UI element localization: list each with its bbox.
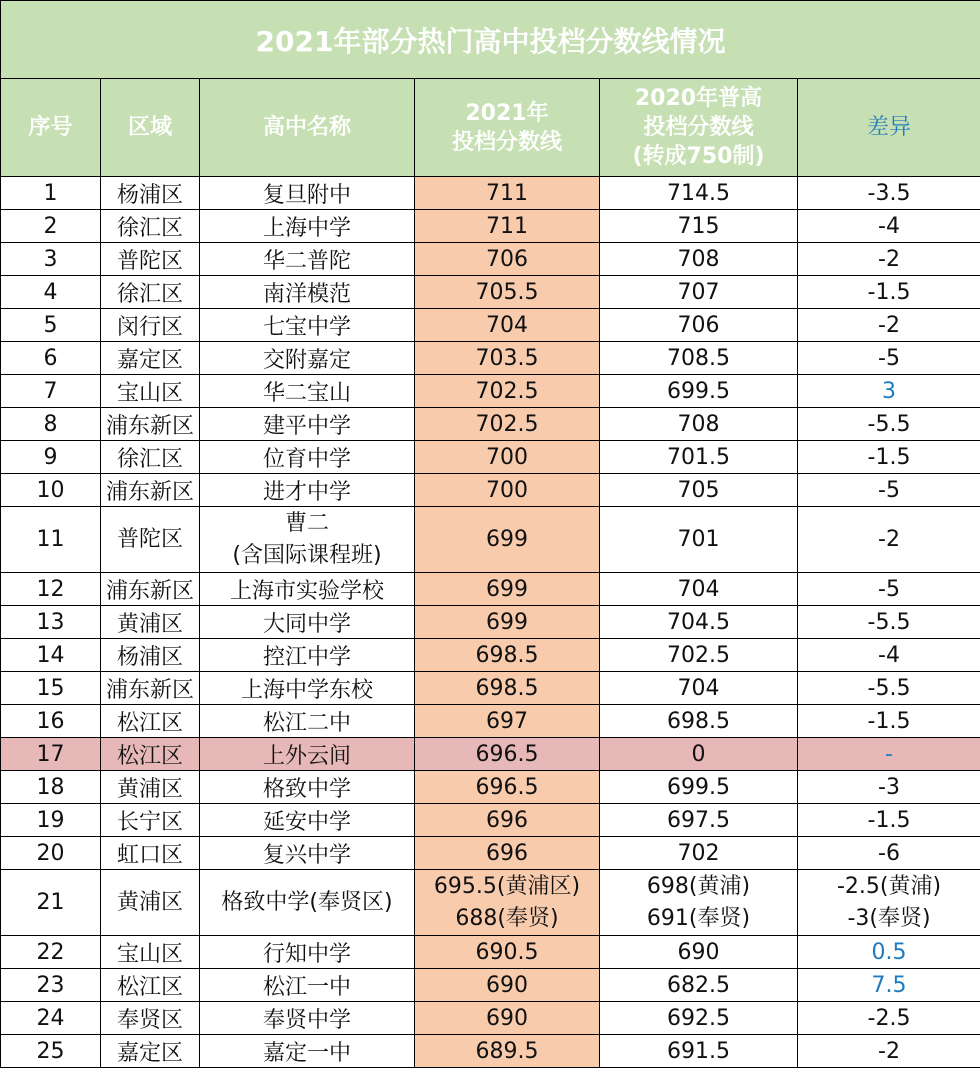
cell-district: 松江区 xyxy=(101,738,200,771)
cell-2020-score xyxy=(600,771,798,804)
cell-diff xyxy=(798,474,980,507)
cell-diff xyxy=(798,507,980,573)
table-row xyxy=(1,276,980,309)
table-row xyxy=(1,210,980,243)
cell-district: 黄浦区 xyxy=(101,771,200,804)
header-2020-score-line3: (转成750制) xyxy=(632,144,765,169)
table-row xyxy=(1,804,980,837)
table-body xyxy=(1,177,980,1068)
cell-diff-line: -2.5(黄浦) xyxy=(836,873,942,899)
cell-2021-score xyxy=(415,375,600,408)
cell-2020-score xyxy=(600,936,798,969)
cell-2020-score-line: 0 xyxy=(691,741,706,767)
cell-2020-score-line: 702 xyxy=(677,840,720,866)
cell-2020-score xyxy=(600,870,798,936)
cell-diff xyxy=(798,1002,980,1035)
cell-school xyxy=(200,870,415,936)
cell-2021-score xyxy=(415,573,600,606)
cell-school-line: 上海中学东校 xyxy=(240,677,373,703)
cell-school xyxy=(200,309,415,342)
cell-diff xyxy=(798,408,980,441)
table-row xyxy=(1,243,980,276)
cell-school xyxy=(200,969,415,1002)
cell-diff xyxy=(798,243,980,276)
cell-2020-score-line: 704 xyxy=(677,576,720,602)
cell-diff-line: -1.5 xyxy=(867,444,911,470)
table-row xyxy=(1,342,980,375)
cell-2021-score xyxy=(415,837,600,870)
cell-district: 闵行区 xyxy=(101,309,200,342)
cell-school xyxy=(200,210,415,243)
cell-school xyxy=(200,507,415,573)
cell-school-line: 复兴中学 xyxy=(262,842,351,868)
cell-no: 12 xyxy=(1,573,101,606)
cell-2021-score-line: 699 xyxy=(486,576,528,602)
cell-2020-score-line: 691(奉贤) xyxy=(646,905,751,931)
table-row xyxy=(1,177,980,210)
cell-2021-score-line: 699 xyxy=(486,609,528,635)
cell-2021-score-line: 690.5 xyxy=(475,939,539,965)
cell-school xyxy=(200,936,415,969)
cell-district: 浦东新区 xyxy=(101,408,200,441)
cell-2021-score-line: 705.5 xyxy=(475,279,539,305)
cell-school-line: 延安中学 xyxy=(262,809,351,835)
cell-diff xyxy=(798,738,980,771)
cell-district: 宝山区 xyxy=(101,936,200,969)
cell-diff xyxy=(798,1035,980,1068)
cell-2020-score-line: 714.5 xyxy=(667,180,730,206)
cell-2021-score xyxy=(415,342,600,375)
cell-2020-score xyxy=(600,1002,798,1035)
cell-2021-score-line: 696.5 xyxy=(475,741,539,767)
table-row xyxy=(1,870,980,936)
cell-2020-score xyxy=(600,507,798,573)
cell-school-line: 曹二 xyxy=(284,510,329,536)
cell-diff xyxy=(798,936,980,969)
cell-2020-score xyxy=(600,738,798,771)
cell-2021-score-line: 688(奉贤) xyxy=(455,905,559,931)
cell-diff-line: -5.5 xyxy=(867,411,911,437)
cell-2021-score xyxy=(415,243,600,276)
cell-no: 11 xyxy=(1,507,101,573)
cell-diff xyxy=(798,771,980,804)
table-row xyxy=(1,969,980,1002)
table-row xyxy=(1,1002,980,1035)
cell-school-line: 行知中学 xyxy=(262,941,351,967)
cell-2021-score xyxy=(415,606,600,639)
cell-2021-score-line: 689.5 xyxy=(475,1038,539,1064)
cell-diff xyxy=(798,276,980,309)
cell-diff-line: 3 xyxy=(882,378,897,404)
cell-no: 13 xyxy=(1,606,101,639)
cell-2020-score-line: 698(黄浦) xyxy=(646,873,751,899)
cell-diff xyxy=(798,804,980,837)
cell-no: 19 xyxy=(1,804,101,837)
cell-diff-line: - xyxy=(885,741,893,767)
cell-diff-line: -3(奉贤) xyxy=(847,905,931,931)
cell-2021-score xyxy=(415,804,600,837)
cell-school-line: 上外云间 xyxy=(262,743,351,769)
cell-2021-score xyxy=(415,474,600,507)
cell-2021-score xyxy=(415,738,600,771)
cell-district: 浦东新区 xyxy=(101,573,200,606)
cell-2021-score xyxy=(415,276,600,309)
cell-diff xyxy=(798,705,980,738)
cell-no: 16 xyxy=(1,705,101,738)
cell-2020-score xyxy=(600,309,798,342)
cell-school xyxy=(200,738,415,771)
cell-no: 2 xyxy=(1,210,101,243)
cell-diff-line: -6 xyxy=(878,840,900,866)
cell-diff xyxy=(798,606,980,639)
cell-district: 嘉定区 xyxy=(101,342,200,375)
table-row xyxy=(1,606,980,639)
header-2020-score xyxy=(600,79,798,177)
cell-no: 8 xyxy=(1,408,101,441)
cell-district: 徐汇区 xyxy=(101,441,200,474)
cell-2020-score-line: 705 xyxy=(677,477,720,503)
cell-school xyxy=(200,705,415,738)
cell-district: 普陀区 xyxy=(101,507,200,573)
cell-district: 虹口区 xyxy=(101,837,200,870)
cell-2020-score xyxy=(600,474,798,507)
cell-school xyxy=(200,1035,415,1068)
cell-diff-line: -4 xyxy=(878,642,900,668)
cell-no: 23 xyxy=(1,969,101,1002)
cell-school xyxy=(200,177,415,210)
cell-school-line: 格致中学 xyxy=(262,776,351,802)
cell-no: 1 xyxy=(1,177,101,210)
cell-diff-line: -1.5 xyxy=(867,279,911,305)
cell-diff-line: -4 xyxy=(878,213,900,239)
cell-school-line: 控江中学 xyxy=(262,644,351,670)
cell-school xyxy=(200,375,415,408)
cell-school xyxy=(200,474,415,507)
cell-2020-score xyxy=(600,804,798,837)
cell-diff-line: -1.5 xyxy=(867,708,911,734)
header-school: 高中名称 xyxy=(200,79,415,177)
table-row xyxy=(1,837,980,870)
cell-diff-line: -5 xyxy=(878,576,900,602)
cell-school xyxy=(200,837,415,870)
cell-school xyxy=(200,606,415,639)
cell-school-line: 上海中学 xyxy=(262,215,351,241)
cell-school-line: 交附嘉定 xyxy=(262,347,351,373)
cell-2020-score xyxy=(600,837,798,870)
cell-diff-line: -2 xyxy=(878,246,900,272)
cell-diff-line: -2 xyxy=(878,312,900,338)
cell-no: 20 xyxy=(1,837,101,870)
table-row xyxy=(1,705,980,738)
cell-school-line: 进才中学 xyxy=(262,479,351,505)
cell-2020-score xyxy=(600,210,798,243)
cell-diff-line: -5.5 xyxy=(867,675,911,701)
cell-diff xyxy=(798,837,980,870)
cell-2020-score-line: 692.5 xyxy=(667,1005,730,1031)
cell-2020-score xyxy=(600,639,798,672)
header-2021-score-line1: 2021年 xyxy=(465,100,549,126)
cell-diff xyxy=(798,210,980,243)
table-row xyxy=(1,441,980,474)
cell-diff xyxy=(798,309,980,342)
cell-2021-score-line: 696 xyxy=(486,840,528,866)
cell-2021-score xyxy=(415,177,600,210)
cell-school xyxy=(200,408,415,441)
table-row xyxy=(1,771,980,804)
cell-2020-score xyxy=(600,441,798,474)
cell-2021-score xyxy=(415,1035,600,1068)
cell-no: 21 xyxy=(1,870,101,936)
cell-diff-line: -3.5 xyxy=(867,180,911,206)
cell-diff-line: -3 xyxy=(878,774,900,800)
cell-2020-score-line: 704.5 xyxy=(667,609,730,635)
cell-2021-score-line: 698.5 xyxy=(475,675,539,701)
cell-school xyxy=(200,771,415,804)
cell-district: 奉贤区 xyxy=(101,1002,200,1035)
cell-2021-score xyxy=(415,408,600,441)
header-row xyxy=(1,79,980,177)
cell-2020-score xyxy=(600,276,798,309)
cell-no: 14 xyxy=(1,639,101,672)
cell-2020-score-line: 698.5 xyxy=(667,708,730,734)
cell-diff xyxy=(798,672,980,705)
header-no: 序号 xyxy=(1,79,101,177)
cell-2020-score-line: 708.5 xyxy=(667,345,730,371)
cell-diff xyxy=(798,639,980,672)
cell-no: 3 xyxy=(1,243,101,276)
cell-2020-score xyxy=(600,969,798,1002)
cell-2020-score-line: 699.5 xyxy=(667,378,730,404)
cell-2021-score-line: 711 xyxy=(486,213,528,239)
cell-district: 嘉定区 xyxy=(101,1035,200,1068)
cell-no: 7 xyxy=(1,375,101,408)
cell-diff xyxy=(798,441,980,474)
cell-school-line: (含国际课程班) xyxy=(232,542,382,568)
cell-school-line: 松江一中 xyxy=(262,974,351,1000)
cell-2020-score xyxy=(600,375,798,408)
cell-diff-line: -2.5 xyxy=(867,1005,911,1031)
cell-district: 松江区 xyxy=(101,705,200,738)
cell-2021-score-line: 700 xyxy=(486,444,528,470)
cell-no: 10 xyxy=(1,474,101,507)
cell-no: 9 xyxy=(1,441,101,474)
cell-2021-score xyxy=(415,936,600,969)
cell-2021-score-line: 702.5 xyxy=(475,378,539,404)
cell-2020-score-line: 708 xyxy=(677,246,720,272)
cell-no: 18 xyxy=(1,771,101,804)
table-row xyxy=(1,672,980,705)
cell-2021-score xyxy=(415,672,600,705)
cell-no: 15 xyxy=(1,672,101,705)
table-row xyxy=(1,639,980,672)
cell-2021-score xyxy=(415,309,600,342)
cell-school-line: 位育中学 xyxy=(262,446,351,472)
header-district: 区域 xyxy=(101,79,200,177)
cell-2021-score-line: 703.5 xyxy=(475,345,539,371)
table-row xyxy=(1,738,980,771)
cell-school-line: 奉贤中学 xyxy=(262,1007,351,1033)
cell-2020-score-line: 702.5 xyxy=(667,642,730,668)
cell-2021-score-line: 690 xyxy=(486,972,528,998)
cell-2020-score xyxy=(600,177,798,210)
cell-diff-line: -5 xyxy=(878,477,900,503)
cell-district: 浦东新区 xyxy=(101,474,200,507)
cell-2020-score-line: 707 xyxy=(677,279,720,305)
cell-2021-score-line: 702.5 xyxy=(475,411,539,437)
cell-2021-score-line: 690 xyxy=(486,1005,528,1031)
header-2020-score-line2: 投档分数线 xyxy=(643,115,754,140)
table-row xyxy=(1,573,980,606)
cell-no: 5 xyxy=(1,309,101,342)
cell-diff xyxy=(798,342,980,375)
cell-diff xyxy=(798,969,980,1002)
cell-school xyxy=(200,276,415,309)
cell-2020-score-line: 691.5 xyxy=(667,1038,730,1064)
cell-school-line: 格致中学(奉贤区) xyxy=(221,889,393,915)
table-row xyxy=(1,474,980,507)
cell-2021-score xyxy=(415,771,600,804)
cell-diff-line: -5 xyxy=(878,345,900,371)
cell-2021-score xyxy=(415,870,600,936)
cell-district: 黄浦区 xyxy=(101,606,200,639)
cell-2020-score xyxy=(600,705,798,738)
cell-school-line: 七宝中学 xyxy=(262,314,351,340)
cell-school xyxy=(200,441,415,474)
table-row xyxy=(1,936,980,969)
cell-diff-line: -5.5 xyxy=(867,609,911,635)
cell-district: 宝山区 xyxy=(101,375,200,408)
cell-2021-score xyxy=(415,1002,600,1035)
cell-2021-score-line: 696 xyxy=(486,807,528,833)
cell-diff xyxy=(798,573,980,606)
header-2021-score-line2: 投档分数线 xyxy=(451,129,562,155)
cell-school xyxy=(200,672,415,705)
cell-school-line: 上海市实验学校 xyxy=(229,578,384,604)
cell-school xyxy=(200,1002,415,1035)
cell-2021-score-line: 696.5 xyxy=(475,774,539,800)
cell-school xyxy=(200,573,415,606)
cell-district: 浦东新区 xyxy=(101,672,200,705)
cell-2020-score-line: 704 xyxy=(677,675,720,701)
cell-district: 长宁区 xyxy=(101,804,200,837)
cell-2020-score xyxy=(600,408,798,441)
cell-2020-score-line: 708 xyxy=(677,411,720,437)
cell-no: 4 xyxy=(1,276,101,309)
cell-no: 22 xyxy=(1,936,101,969)
cell-2020-score-line: 701.5 xyxy=(667,444,730,470)
header-diff: 差异 xyxy=(798,79,980,177)
cell-2020-score xyxy=(600,606,798,639)
cell-2020-score-line: 706 xyxy=(677,312,720,338)
cell-school-line: 南洋模范 xyxy=(262,281,351,307)
cell-diff-line: -2 xyxy=(878,526,900,552)
cell-2020-score xyxy=(600,342,798,375)
cell-2021-score-line: 704 xyxy=(486,312,528,338)
header-2021-score xyxy=(415,79,600,177)
cell-2021-score xyxy=(415,705,600,738)
cell-district: 徐汇区 xyxy=(101,276,200,309)
cell-2020-score-line: 715 xyxy=(677,213,720,239)
cell-2021-score-line: 695.5(黄浦区) xyxy=(433,873,581,899)
table-row xyxy=(1,309,980,342)
table-row xyxy=(1,408,980,441)
table-row xyxy=(1,507,980,573)
cell-2021-score xyxy=(415,639,600,672)
cell-school-line: 松江二中 xyxy=(262,710,351,736)
cell-2021-score-line: 706 xyxy=(486,246,528,272)
cell-2020-score xyxy=(600,243,798,276)
cell-school-line: 华二宝山 xyxy=(262,380,351,406)
cell-school xyxy=(200,243,415,276)
cell-2020-score-line: 697.5 xyxy=(667,807,730,833)
cell-district: 杨浦区 xyxy=(101,177,200,210)
header-2020-score-line1: 2020年普高 xyxy=(634,86,763,111)
table-title: 2021年部分热门高中投档分数线情况 xyxy=(1,1,980,79)
cell-2021-score xyxy=(415,969,600,1002)
cell-2020-score xyxy=(600,1035,798,1068)
cell-district: 杨浦区 xyxy=(101,639,200,672)
cell-district: 松江区 xyxy=(101,969,200,1002)
cell-diff-line: -2 xyxy=(878,1038,900,1064)
cell-2020-score-line: 682.5 xyxy=(667,972,730,998)
cell-no: 6 xyxy=(1,342,101,375)
cell-diff-line: 0.5 xyxy=(871,939,907,965)
cell-school xyxy=(200,804,415,837)
cell-district: 普陀区 xyxy=(101,243,200,276)
cell-school xyxy=(200,639,415,672)
cell-school-line: 大同中学 xyxy=(262,611,351,637)
cell-district: 黄浦区 xyxy=(101,870,200,936)
cell-2020-score xyxy=(600,573,798,606)
cell-no: 24 xyxy=(1,1002,101,1035)
cell-2020-score-line: 690 xyxy=(677,939,720,965)
cell-2021-score-line: 711 xyxy=(486,180,528,206)
cell-2021-score xyxy=(415,507,600,573)
cell-2020-score-line: 701 xyxy=(677,526,720,552)
cell-2021-score-line: 700 xyxy=(486,477,528,503)
cell-2021-score-line: 699 xyxy=(486,526,528,552)
cell-2021-score xyxy=(415,441,600,474)
cell-diff xyxy=(798,870,980,936)
cell-2020-score xyxy=(600,672,798,705)
cell-2021-score-line: 698.5 xyxy=(475,642,539,668)
cell-no: 25 xyxy=(1,1035,101,1068)
table-row xyxy=(1,1035,980,1068)
cell-school-line: 建平中学 xyxy=(262,413,351,439)
cell-diff-line: 7.5 xyxy=(871,972,907,998)
cell-school-line: 华二普陀 xyxy=(262,248,351,274)
cell-diff-line: -1.5 xyxy=(867,807,911,833)
cell-school-line: 复旦附中 xyxy=(262,182,351,208)
cell-diff xyxy=(798,375,980,408)
cell-no: 17 xyxy=(1,738,101,771)
table-row xyxy=(1,375,980,408)
cell-2021-score xyxy=(415,210,600,243)
cell-school xyxy=(200,342,415,375)
cell-school-line: 嘉定一中 xyxy=(262,1040,351,1066)
cell-district: 徐汇区 xyxy=(101,210,200,243)
cell-diff xyxy=(798,177,980,210)
cell-2020-score-line: 699.5 xyxy=(667,774,730,800)
cell-2021-score-line: 697 xyxy=(486,708,528,734)
